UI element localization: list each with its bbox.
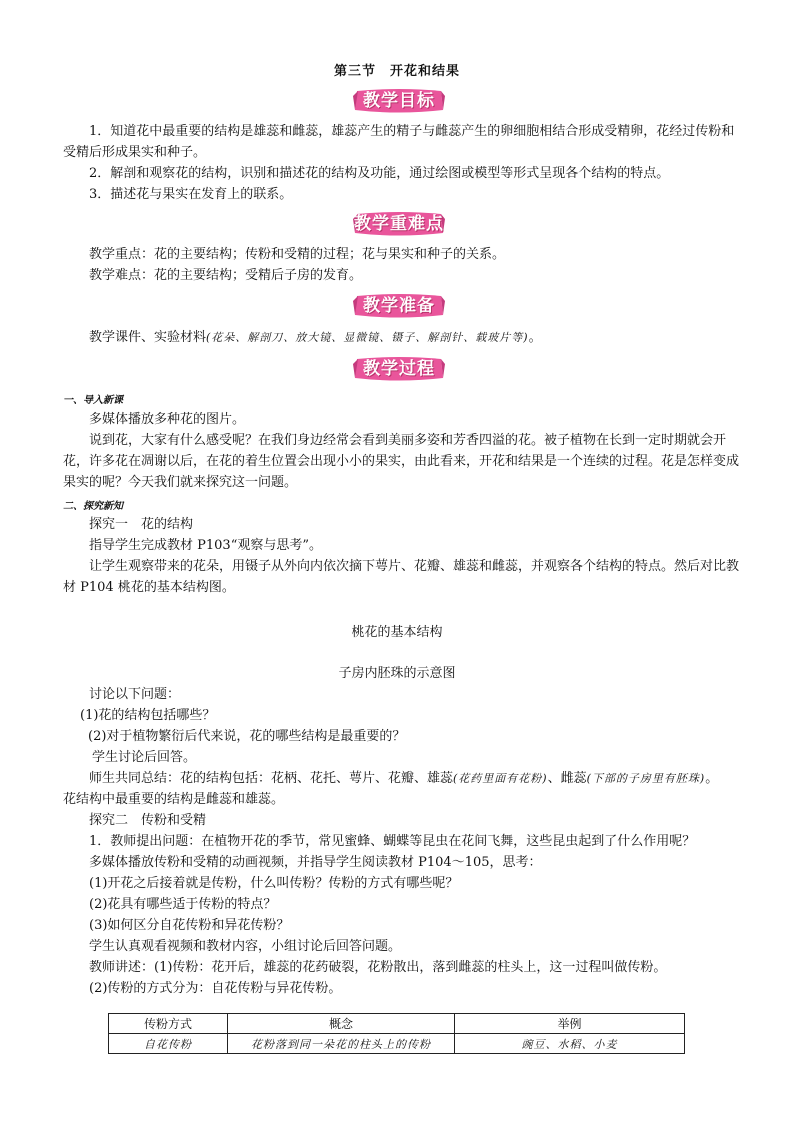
preparation-text (63, 327, 743, 348)
pollination-table (108, 1013, 685, 1054)
think-question-3: (3)如何区分自花传粉和异花传粉？ (89, 918, 290, 933)
think-question-2: (2)花具有哪些适于传粉的特点？ (89, 897, 277, 912)
student-activity: 学生认真观看视频和教材内容，小组讨论后回答问题。 (89, 939, 402, 954)
objective-1: 1．知道花中最重要的结构是雄蕊和雌蕊，雄蕊产生的精子与雌蕊产生的卵细胞相结合形成受精卵，花经过传粉和受精后形成果实和种子。 (63, 124, 735, 160)
banner-keypoints-label: 教学重难点 (354, 214, 444, 234)
preparation-detail: (花朵、解剖刀、放大镜、显微镜、镊子、解剖针、载玻片等) (206, 331, 529, 344)
discuss-heading: 讨论以下问题： (89, 687, 181, 702)
table-header-cell: 概念 (228, 1014, 455, 1034)
objective-3: 3．描述花与果实在发育上的联系。 (89, 187, 293, 202)
summary-text-e: 。 (705, 771, 719, 786)
banner-preparation (353, 293, 445, 319)
table-cell: 自花传粉 (109, 1034, 228, 1054)
table-header-row (109, 1014, 685, 1034)
teacher-explanation: 教师讲述：(1)传粉：花开后，雄蕊的花药破裂，花粉散出，落到雌蕊的柱头上，这一过程叫做传粉。 (89, 960, 667, 975)
figure-caption-ovule: 子房内胚珠的示意图 (338, 666, 456, 681)
question-2: (2)对于植物繁衍后代来说，花的哪些结构是最重要的？ (88, 729, 406, 744)
summary-line-2: 花结构中最重要的结构是雌蕊和雄蕊。 (63, 792, 285, 807)
summary-text-a: 师生共同总结：花的结构包括：花柄、花托、萼片、花瓣、雄蕊 (89, 771, 454, 786)
summary-line-1 (63, 768, 763, 789)
preparation-suffix: 。 (528, 330, 542, 345)
table-cell: 花粉落到同一朵花的柱头上的传粉 (228, 1034, 455, 1054)
summary-text-d: (下部的子房里有胚珠) (586, 772, 706, 785)
table-row (109, 1034, 685, 1054)
figure-caption-peach-flower: 桃花的基本结构 (351, 625, 443, 640)
table-header-cell: 传粉方式 (109, 1014, 228, 1034)
page-title: 第三节 开花和结果 (333, 64, 460, 79)
summary-text-c: 、雌蕊 (547, 771, 587, 786)
process-p3: 指导学生完成教材 P103“观察与思考”。 (89, 538, 322, 553)
explore-2-heading: 探究二 传粉和受精 (89, 813, 207, 828)
banner-objectives (353, 88, 445, 114)
banner-preparation-label: 教学准备 (363, 296, 435, 316)
preparation-prefix: 教学课件、实验材料 (89, 330, 207, 345)
keypoint-difficult: 教学难点：花的主要结构；受精后子房的发育。 (89, 268, 363, 283)
process-p2: 说到花，大家有什么感受呢？在我们身边经常会看到美丽多姿和芳香四溢的花。被子植物在长到一定时期就会开花，许多花在凋谢以后，在花的着生位置会出现小小的果实，由此看来，开花和结果是一个连续的过程。花是怎样变成果实的呢？今天我们就来探究这一问题。 (63, 433, 740, 490)
keypoint-important: 教学重点：花的主要结构；传粉和受精的过程；花与果实和种子的关系。 (89, 247, 506, 262)
banner-process-label: 教学过程 (363, 359, 435, 379)
video-instruction: 多媒体播放传粉和受精的动画视频，并指导学生阅读教材 P104～105，思考： (89, 855, 542, 870)
banner-objectives-label: 教学目标 (363, 91, 435, 111)
question-1: (1)花的结构包括哪些？ (80, 708, 216, 723)
table-header-cell: 举例 (455, 1014, 685, 1034)
student-answer: 学生讨论后回答。 (92, 750, 197, 765)
pollination-types: (2)传粉的方式分为：自花传粉与异花传粉。 (89, 981, 342, 996)
table-cell: 豌豆、水稻、小麦 (455, 1034, 685, 1054)
banner-keypoints (353, 211, 445, 237)
summary-text-b: (花药里面有花粉) (453, 772, 548, 785)
explore-1-heading: 探究一 花的结构 (89, 517, 194, 532)
process-p1: 多媒体播放多种花的图片。 (89, 412, 246, 427)
process-p4: 让学生观察带来的花朵，用镊子从外向内依次摘下萼片、花瓣、雄蕊和雌蕊，并观察各个结构的特点。然后对比教材 P104 桃花的基本结构图。 (63, 559, 740, 595)
banner-process (353, 356, 445, 382)
section-explore: 二、探究新知 (63, 501, 123, 512)
objective-2: 2．解剖和观察花的结构，识别和描述花的结构及功能，通过绘图或模型等形式呈现各个结构的特点。 (89, 166, 670, 181)
think-question-1: (1)开花之后接着就是传粉，什么叫传粉？传粉的方式有哪些呢？ (89, 876, 459, 891)
section-intro: 一、导入新课 (63, 395, 123, 406)
teacher-question: 1．教师提出问题：在植物开花的季节，常见蜜蜂、蝴蝶等昆虫在花间飞舞，这些昆虫起到了什么作用呢？ (89, 834, 696, 849)
